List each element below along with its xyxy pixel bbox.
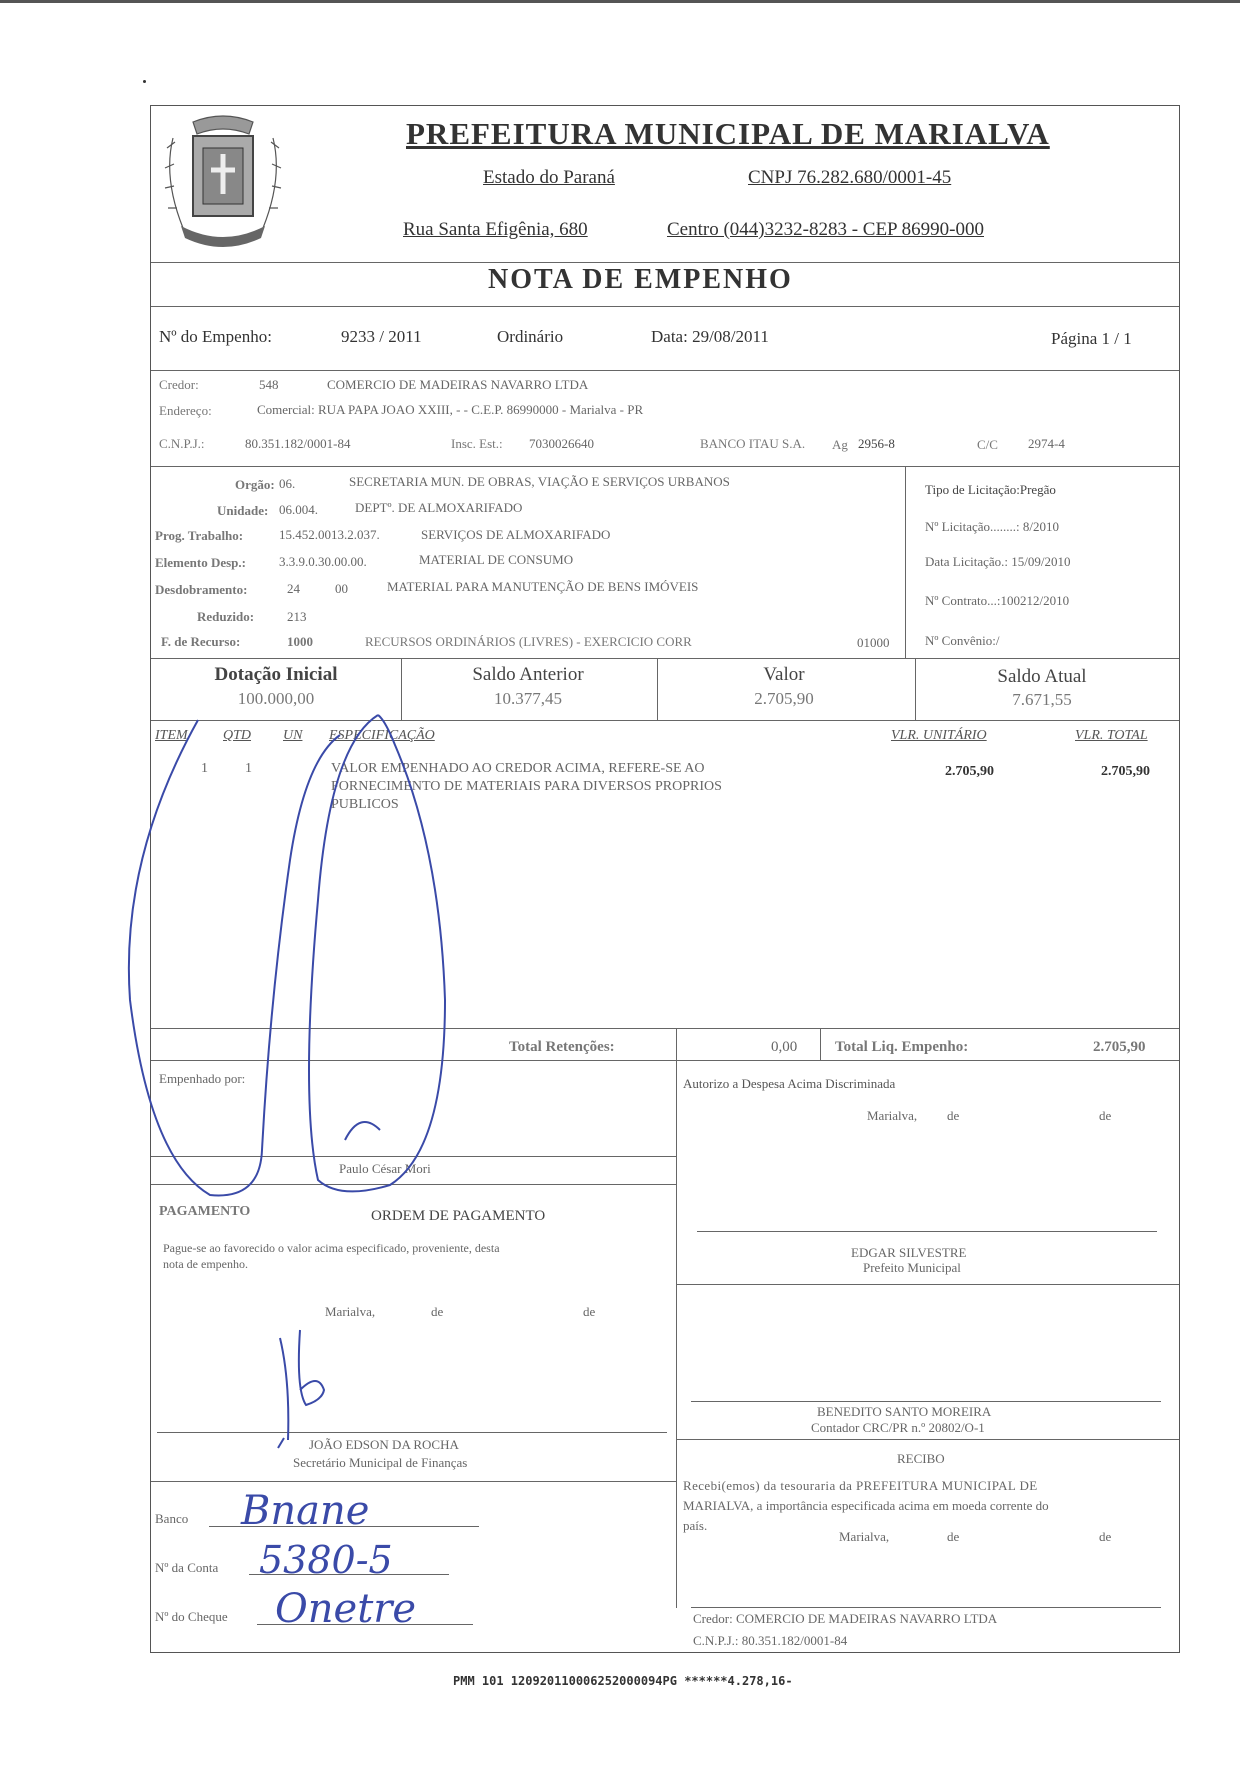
desdobramento-sub: 00 [335,581,348,596]
row-desc-line2: FORNECIMENTO DE MATERIAIS PARA DIVERSOS PROPRIOS [331,779,722,794]
contador-name: BENEDITO SANTO MOREIRA [817,1404,992,1419]
conta-handwritten: 5380-5 [259,1538,393,1582]
credor-code: 548 [259,377,279,392]
cheque-label: Nº do Cheque [155,1609,228,1624]
elemento-code: 3.3.9.0.30.00.00. [279,554,367,569]
saldo-anterior-label: Saldo Anterior [472,664,584,685]
row-qtd: 1 [245,761,252,776]
credor-address: Comercial: RUA PAPA JOAO XXIII, - - C.E.P. 86990000 - Marialva - PR [257,402,644,417]
recibo-de2: de [1099,1529,1112,1544]
insc-est: 7030026640 [529,436,594,451]
ordem-pagamento-title: ORDEM DE PAGAMENTO [371,1208,546,1224]
account-number: 2974-4 [1028,436,1065,451]
document-title: NOTA DE EMPENHO [488,264,793,295]
prog-trabalho-desc: SERVIÇOS DE ALMOXARIFADO [421,527,611,542]
prefeitura-title: PREFEITURA MUNICIPAL DE MARIALVA [406,116,1050,151]
col-especificacao: ESPECIFICAÇÃO [329,728,435,743]
recibo-place: Marialva, [839,1529,890,1544]
desdobramento-desc: MATERIAL PARA MANUTENÇÃO DE BENS IMÓVEIS [387,579,699,594]
col-valor-total: VLR. TOTAL [1075,728,1148,743]
credor-cnpj-label: C.N.P.J.: [159,436,205,451]
tipo-licitacao: Tipo de Licitação:Pregão [925,482,1056,497]
total-liquido-label: Total Liq. Empenho: [835,1039,969,1055]
state-name: Estado do Paraná [483,167,615,188]
col-valor-unitario: VLR. UNITÁRIO [891,728,987,743]
scan-top-edge [0,0,1240,3]
recibo-text-line3: país. [683,1518,708,1533]
contador-role: Contador CRC/PR n.º 20802/O-1 [811,1420,985,1435]
empenho-number-label: Nº do Empenho: [159,327,272,346]
nota-empenho-form [150,105,1180,1653]
empenho-date: Data: 29/08/2011 [651,327,769,346]
reduzido-value: 213 [287,609,307,624]
credor-name: COMERCIO DE MADEIRAS NAVARRO LTDA [327,377,589,392]
empenho-number: 9233 / 2011 [341,327,422,346]
recibo-credor: Credor: COMERCIO DE MADEIRAS NAVARRO LTDA [693,1611,998,1626]
numero-licitacao: Nº Licitação........: 8/2010 [925,519,1059,534]
empenhado-por-label: Empenhado por: [159,1071,246,1086]
dotacao-inicial-value: 100.000,00 [237,689,315,708]
pagamento-label: PAGAMENTO [159,1204,251,1219]
pagamento-de1: de [431,1304,444,1319]
col-qtd: QTD [223,728,252,743]
bank-name: BANCO ITAU S.A. [700,436,806,451]
fonte-recurso-code: 1000 [287,634,313,649]
prog-trabalho-label: Prog. Trabalho: [155,528,244,543]
col-item: ITEM [155,728,188,743]
desdobramento-code: 24 [287,581,300,596]
row-total-value: 2.705,90 [1101,764,1150,779]
banco-handwritten: Bnane [241,1488,370,1534]
saldo-anterior-value: 10.377,45 [494,689,562,708]
prefeito-role: Prefeito Municipal [863,1260,961,1275]
scan-speck [143,80,146,83]
numero-contrato: Nº Contrato...:100212/2010 [925,593,1070,608]
secretario-role: Secretário Municipal de Finanças [293,1455,468,1470]
fonte-recurso-label: F. de Recurso: [161,634,241,649]
empenho-type: Ordinário [497,327,564,346]
empenhado-por-name: Paulo César Mori [339,1161,431,1176]
unidade-desc: DEPTº. DE ALMOXARIFADO [355,500,523,515]
total-liquido-value: 2.705,90 [1093,1039,1146,1055]
cnpj-prefeitura: CNPJ 76.282.680/0001-45 [748,167,952,188]
valor-label: Valor [763,664,805,685]
recibo-de1: de [947,1529,960,1544]
autorizo-de1: de [947,1108,960,1123]
unidade-label: Unidade: [217,503,269,518]
pagamento-text-line2: nota de empenho. [163,1257,248,1271]
reduzido-label: Reduzido: [197,609,255,624]
unidade-code: 06.004. [279,502,318,517]
orgao-code: 06. [279,476,296,491]
saldo-atual-label: Saldo Atual [997,666,1087,687]
recibo-cnpj: C.N.P.J.: 80.351.182/0001-84 [693,1633,848,1648]
credor-cnpj: 80.351.182/0001-84 [245,436,351,451]
account-label: C/C [977,437,998,452]
row-desc-line1: VALOR EMPENHADO AO CREDOR ACIMA, REFERE-SE AO [331,761,705,776]
agency-label: Ag [832,437,848,452]
secretario-name: JOÃO EDSON DA ROCHA [309,1437,459,1452]
valor-value: 2.705,90 [754,689,814,708]
prefeito-name: EDGAR SILVESTRE [851,1245,967,1260]
numero-convenio: Nº Convênio:/ [925,633,1000,648]
desdobramento-label: Desdobramento: [155,582,248,597]
saldo-atual-value: 7.671,55 [1012,690,1072,709]
credor-label: Credor: [159,377,199,392]
fonte-recurso-desc: RECURSOS ORDINÁRIOS (LIVRES) - EXERCICIO CORR [365,634,692,649]
total-retencoes-value: 0,00 [771,1039,798,1055]
autorizo-de2: de [1099,1108,1112,1123]
coat-of-arms [153,108,293,258]
recibo-label: RECIBO [897,1451,945,1466]
recibo-text-line2: MARIALVA, a importância especificada acima em moeda corrente do [683,1498,1049,1513]
address-street: Rua Santa Efigênia, 680 [403,219,588,240]
orgao-label: Orgão: [235,477,275,492]
footer-code: PMM 101 120920110006252000094PG ******4.278,16- [453,1674,793,1688]
pagamento-place: Marialva, [325,1304,376,1319]
recibo-text-line1: Recebi(emos) da tesouraria da PREFEITURA MUNICIPAL DE [683,1478,1038,1493]
row-desc-line3: PUBLICOS [331,797,399,812]
page-number: Página 1 / 1 [1051,329,1132,348]
dotacao-inicial-label: Dotação Inicial [214,664,338,685]
prog-trabalho-code: 15.452.0013.2.037. [279,527,380,542]
col-un: UN [283,728,303,743]
autorizo-place: Marialva, [867,1108,918,1123]
endereco-label: Endereço: [159,403,212,418]
agency-number: 2956-8 [858,436,895,451]
address-district-phone: Centro (044)3232-8283 - CEP 86990-000 [667,219,984,240]
elemento-label: Elemento Desp.: [155,555,246,570]
row-item: 1 [201,761,208,776]
banco-label: Banco [155,1511,189,1526]
row-unit-value: 2.705,90 [945,764,994,779]
pagamento-de2: de [583,1304,596,1319]
autorizo-label: Autorizo a Despesa Acima Discriminada [683,1076,896,1091]
fonte-recurso-number: 01000 [857,635,890,650]
total-retencoes-label: Total Retenções: [509,1039,615,1055]
elemento-desc: MATERIAL DE CONSUMO [419,552,574,567]
cheque-handwritten: Onetre [275,1586,417,1632]
data-licitacao: Data Licitação.: 15/09/2010 [925,554,1071,569]
pagamento-text-line1: Pague-se ao favorecido o valor acima especificado, proveniente, desta [163,1241,500,1255]
orgao-desc: SECRETARIA MUN. DE OBRAS, VIAÇÃO E SERVIÇOS URBANOS [349,474,730,489]
conta-label: Nº da Conta [155,1560,219,1575]
insc-est-label: Insc. Est.: [451,436,503,451]
